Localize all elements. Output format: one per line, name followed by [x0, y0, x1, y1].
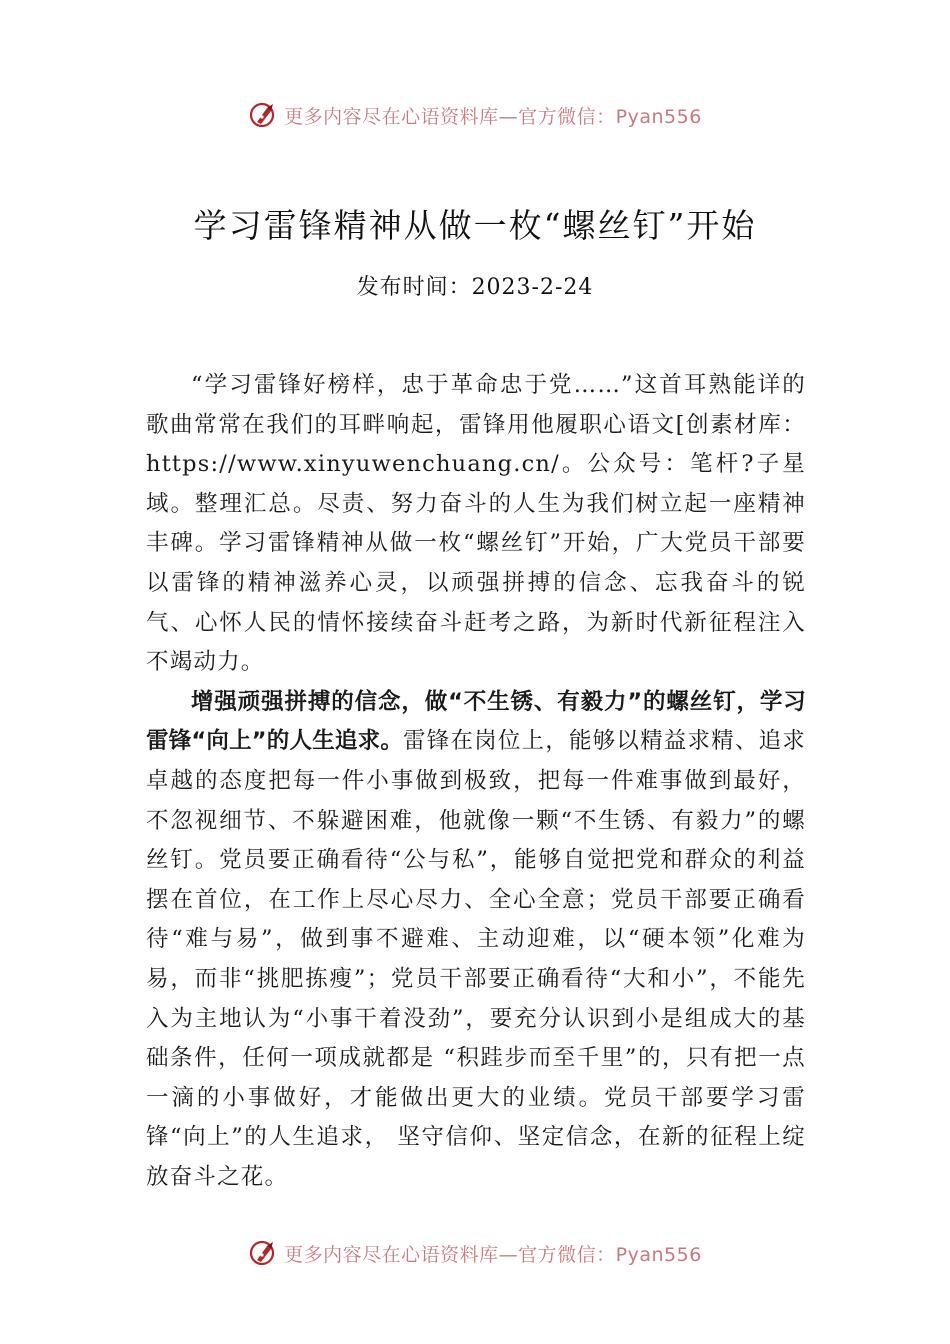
publish-date: 发布时间：2023-2-24 [356, 275, 594, 300]
paragraph-section-1 [146, 683, 806, 1198]
section-body: 雷锋在岗位上，能够以精益求精、追求卓越的态度把每一件小事做到极致，把每一件难事做到最好，不忽视细节、不躲避困难，他就像一颗“不生锈、有毅力”的螺丝钉。党员要正确看待“公与私”，能够自觉把党和群众的利益摆在首位，在工作上尽心尽力、全心全意；党员干部要正确看待“难与易”，做到事不避难、主动迎难，以“硬本领”化难为易，而非“挑肥拣瘦”；党员干部要正确看待“大和小”，不能先入为主地认为“小事干着没劲”，要充分认识到小是组成大的基础条件，任何一项成就都是 “积跬步而至千里”的，只有把一点一滴的小事做好，才能做出更大的业绩。党员干部要学习雷锋“向上”的人生追求， 坚守信仰、坚定信念，在新的征程上绽放奋斗之花。 [146, 728, 806, 1190]
article-body [146, 366, 806, 1197]
banner-text: 更多内容尽在心语资料库—官方微信：Pyan556 [284, 1243, 702, 1266]
pen-nib-logo-icon [248, 100, 278, 130]
footer-banner [0, 1233, 950, 1273]
article-title: 学习雷锋精神从做一枚“螺丝钉”开始 [193, 206, 757, 245]
header-banner [0, 95, 950, 135]
pen-nib-logo-icon [248, 1238, 278, 1268]
banner-text: 更多内容尽在心语资料库—官方微信：Pyan556 [284, 105, 702, 128]
paragraph-intro: “学习雷锋好榜样，忠于革命忠于党……”这首耳熟能详的歌曲常常在我们的耳畔响起，雷锋用他履职心语文[创素材库：https://www.xinyuwenchuang.cn/。公众号：笔杆?子星域。整理汇总。尽责、努力奋斗的人生为我们树立起一座精神丰碑。学习雷锋精神从做一枚“螺丝钉”开始，广大党员干部要以雷锋的精神滋养心灵，以顽强拼搏的信念、忘我奋斗的锐气、心怀人民的情怀接续奋斗赶考之路，为新时代新征程注入不竭动力。 [146, 372, 806, 676]
section-heading: 增强顽强拼搏的信念，做“不生锈、有毅力”的螺丝钉，学习雷锋“向上”的人生追求。 [146, 688, 806, 755]
